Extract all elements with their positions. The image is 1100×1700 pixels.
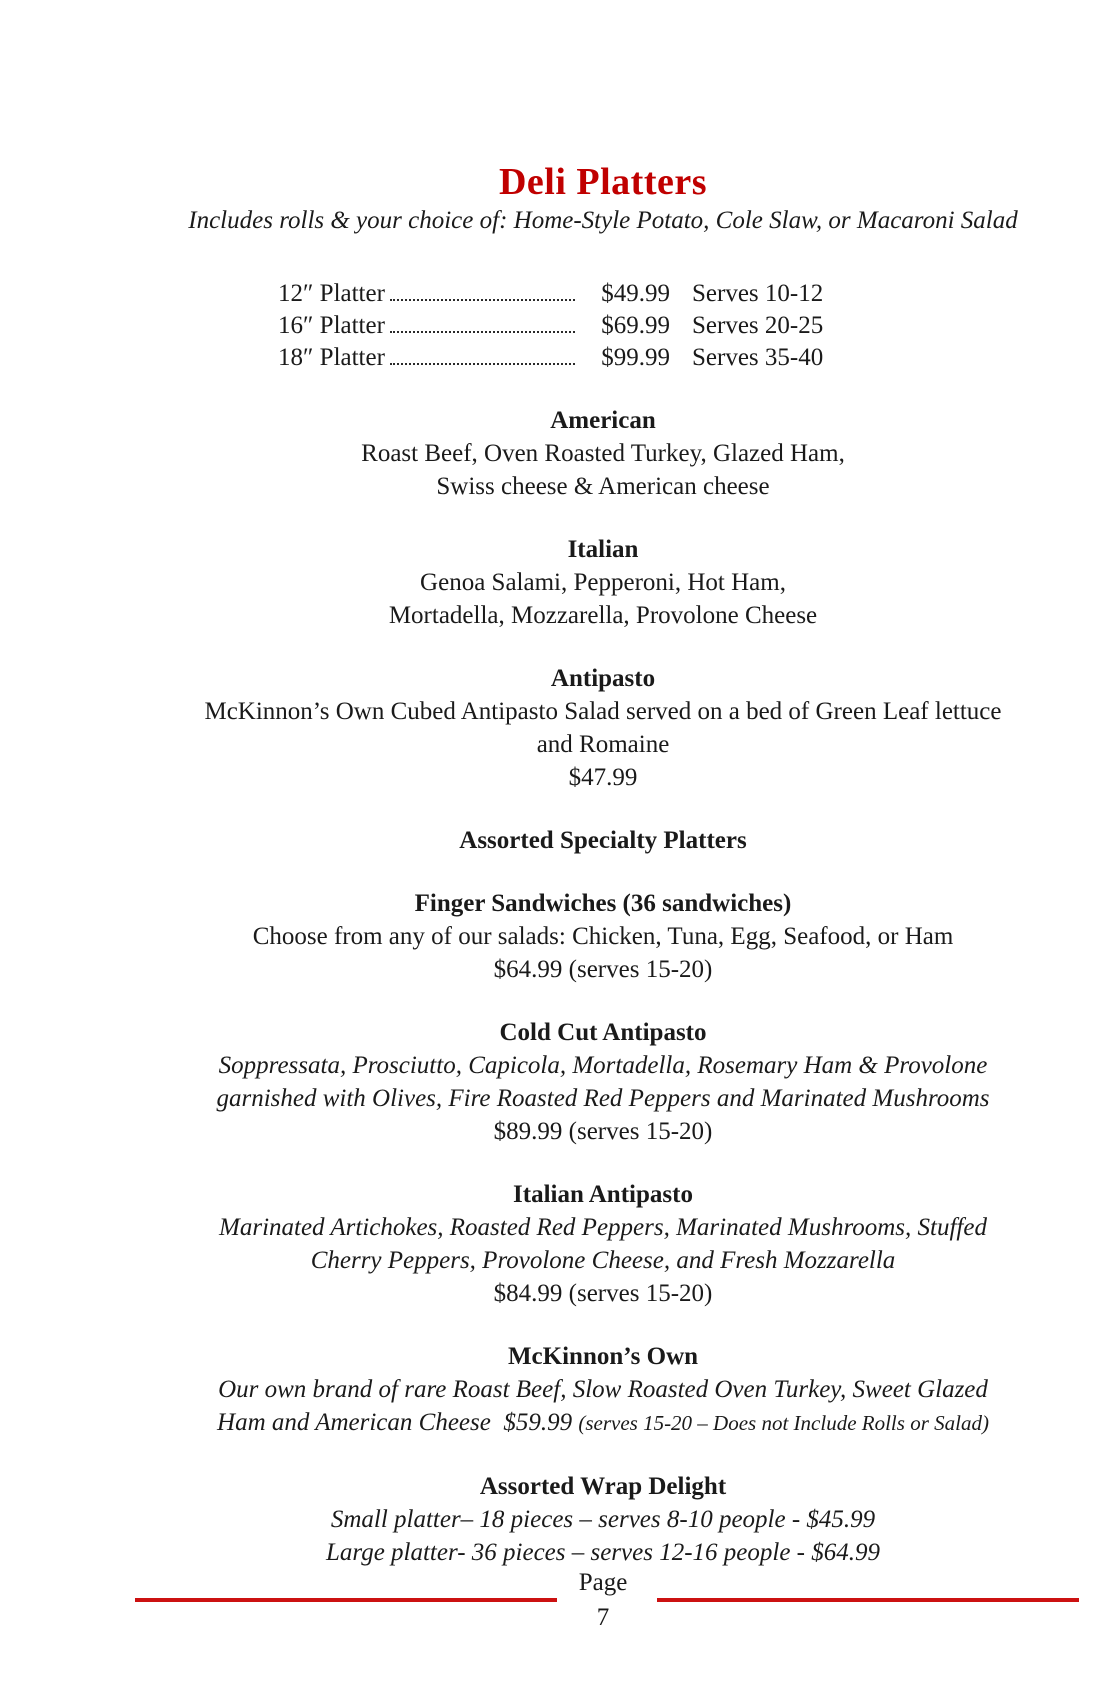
dot-leader bbox=[390, 363, 575, 365]
platter-price-list bbox=[278, 278, 860, 374]
section-line: Small platter– 18 pieces – serves 8-10 people - $45.99 bbox=[330, 1506, 876, 1533]
dot-leader bbox=[390, 299, 575, 301]
section-cold-cut-antipasto bbox=[106, 1016, 1100, 1148]
page-title: Deli Platters bbox=[498, 161, 708, 203]
section-finger-sandwiches bbox=[106, 887, 1100, 986]
section-line: Roast Beef, Oven Roasted Turkey, Glazed Ham, bbox=[361, 440, 845, 467]
section-line: Mortadella, Mozzarella, Provolone Cheese bbox=[388, 602, 818, 629]
section-heading: Italian Antipasto bbox=[513, 1181, 693, 1208]
section-mckinnons-own bbox=[106, 1340, 1100, 1440]
section-heading: Antipasto bbox=[550, 665, 656, 692]
section-line-main: Ham and American Cheese $59.99 bbox=[217, 1409, 579, 1436]
section-price: $47.99 bbox=[568, 764, 638, 791]
table-row bbox=[278, 310, 860, 342]
section-antipasto bbox=[106, 662, 1100, 794]
section-price: $84.99 (serves 15-20) bbox=[493, 1280, 713, 1307]
platter-price: $99.99 bbox=[601, 344, 670, 371]
section-heading: McKinnon’s Own bbox=[507, 1343, 699, 1370]
section-line: garnished with Olives, Fire Roasted Red Peppers and Marinated Mushrooms bbox=[216, 1085, 990, 1112]
platter-price: $69.99 bbox=[601, 312, 670, 339]
section-line: Swiss cheese & American cheese bbox=[436, 473, 770, 500]
dot-leader bbox=[390, 331, 575, 333]
page-subtitle: Includes rolls & your choice of: Home-Style Potato, Cole Slaw, or Macaroni Salad bbox=[188, 207, 1018, 234]
section-line-note: (serves 15-20 – Does not Include Rolls or Salad) bbox=[578, 1411, 989, 1435]
section-italian bbox=[106, 533, 1100, 632]
footer-page-label: Page bbox=[578, 1569, 628, 1596]
section-heading: Assorted Specialty Platters bbox=[459, 827, 747, 854]
footer-page-number: 7 bbox=[596, 1604, 610, 1631]
footer-rule-left bbox=[135, 1598, 557, 1602]
section-line: and Romaine bbox=[536, 731, 670, 758]
menu-page bbox=[106, 160, 1100, 1569]
section-line: Cherry Peppers, Provolone Cheese, and Fresh Mozzarella bbox=[310, 1247, 896, 1274]
section-line bbox=[106, 1406, 1100, 1440]
table-row bbox=[278, 342, 860, 374]
section-line: Choose from any of our salads: Chicken, Tuna, Egg, Seafood, or Ham bbox=[252, 923, 954, 950]
section-line: Large platter- 36 pieces – serves 12-16 people - $64.99 bbox=[325, 1539, 881, 1566]
platter-size-label: 16″ Platter bbox=[278, 312, 385, 339]
section-american bbox=[106, 404, 1100, 503]
section-line: Genoa Salami, Pepperoni, Hot Ham, bbox=[420, 569, 786, 596]
section-price: $89.99 (serves 15-20) bbox=[493, 1118, 713, 1145]
platter-serves: Serves 10-12 bbox=[692, 280, 824, 307]
section-italian-antipasto bbox=[106, 1178, 1100, 1310]
platter-size-label: 12″ Platter bbox=[278, 280, 385, 307]
footer-rule-right bbox=[657, 1598, 1079, 1602]
section-heading: Italian bbox=[567, 536, 639, 563]
platter-serves: Serves 20-25 bbox=[692, 312, 824, 339]
section-specialty-platters bbox=[106, 824, 1100, 857]
table-row bbox=[278, 278, 860, 310]
platter-price: $49.99 bbox=[601, 280, 670, 307]
platter-serves: Serves 35-40 bbox=[692, 344, 824, 371]
section-line: McKinnon’s Own Cubed Antipasto Salad served on a bed of Green Leaf lettuce bbox=[204, 698, 1002, 725]
section-wrap-delight bbox=[106, 1470, 1100, 1569]
section-line: Marinated Artichokes, Roasted Red Peppers, Marinated Mushrooms, Stuffed bbox=[219, 1214, 987, 1241]
section-price: $64.99 (serves 15-20) bbox=[493, 956, 713, 983]
section-heading: Cold Cut Antipasto bbox=[499, 1019, 707, 1046]
section-line: Soppressata, Prosciutto, Capicola, Mortadella, Rosemary Ham & Provolone bbox=[218, 1052, 988, 1079]
section-heading: Finger Sandwiches (36 sandwiches) bbox=[414, 890, 792, 917]
section-line: Our own brand of rare Roast Beef, Slow Roasted Oven Turkey, Sweet Glazed bbox=[218, 1376, 988, 1403]
platter-size-label: 18″ Platter bbox=[278, 344, 385, 371]
section-heading: Assorted Wrap Delight bbox=[479, 1473, 727, 1500]
section-heading: American bbox=[550, 407, 656, 434]
